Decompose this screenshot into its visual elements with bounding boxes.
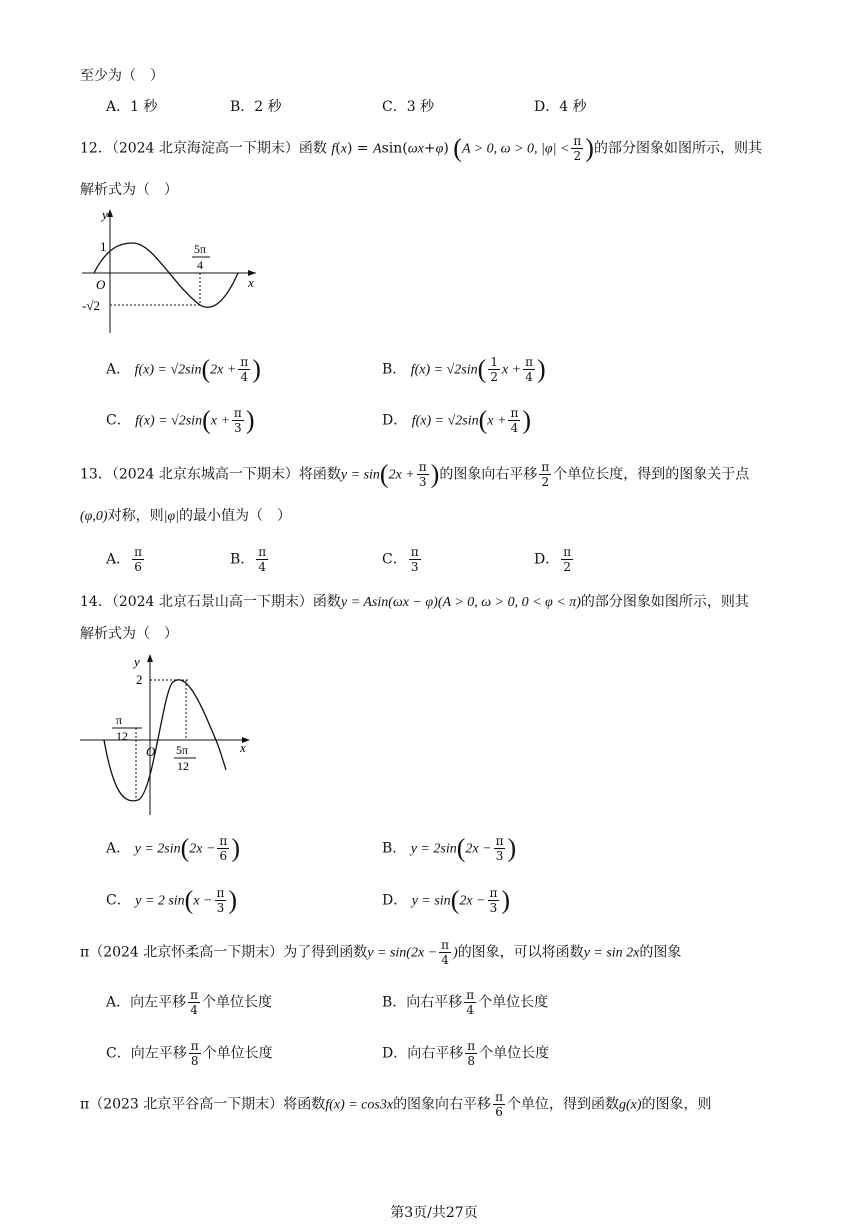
q14-option-d: D． y = sin(2x − $\frac{\pi}{3}$ ) (382, 885, 511, 915)
q14-pos-den: 12 (177, 759, 189, 773)
q15-option-b: B．向右平移 $\frac{\pi}{4}$ 个单位长度 (382, 988, 549, 1017)
q14-tick-2: 2 (136, 672, 143, 687)
q12-tick-1: 1 (100, 239, 107, 254)
q13-option-c: C． $\frac{\pi}{3}$ (382, 545, 419, 574)
q12-option-c: C． f(x) = √2sin(x + $\frac{\pi}{3}$ ) (106, 405, 255, 435)
q14-neg-num: π (116, 713, 123, 727)
q14-option-a: A． y = 2sin(2x − $\frac{\pi}{6}$ ) (106, 833, 240, 863)
q15-stem: π（2024 北京怀柔高一下期末）为了得到函数y = sin(2x − $\frac{\pi}{4}$ )的图象，可以将函数y = sin 2x的图象 (80, 938, 682, 967)
q12-option-a: A． f(x) = √2sin(2x + $\frac{\pi}{4}$ ) (106, 354, 261, 384)
q14-stem: 14．（2024 北京石景山高一下期末）函数y = Asin(ωx − φ)(A > 0, ω > 0, 0 < φ < π)的部分图象如图所示，则其 (80, 594, 749, 610)
q11-stem-tail: 至少为（ ） (80, 68, 164, 84)
q12-option-b: B． f(x) = √2sin( $\frac{1}{2}$ x + $\frac{\pi}{4}$ ) (382, 354, 546, 384)
q13-stem: 13．（2024 北京东城高一下期末）将函数y = sin(2x + $\frac{\pi}{3}$ )的图象向右平移 $\frac{\pi}{2}$ 个单位长度，得到的图象关于点 (80, 459, 750, 489)
page-footer: 第3页/共27页 (390, 1205, 478, 1221)
q14-neg-den: 12 (116, 729, 128, 743)
q15-option-a: A．向左平移 $\frac{\pi}{4}$ 个单位长度 (106, 988, 273, 1017)
q14-stem-line2: 解析式为（ ） (80, 626, 178, 642)
q11-option-a: A．1 秒 (106, 99, 158, 115)
q15-option-c: C．向左平移 $\frac{\pi}{8}$ 个单位长度 (106, 1039, 273, 1068)
q16-stem: π（2023 北京平谷高一下期末）将函数f(x) = cos3x的图象向右平移 $\frac{\pi}{6}$ 个单位，得到函数g(x)的图象，则 (80, 1090, 712, 1119)
q13-option-b: B． $\frac{\pi}{4}$ (230, 545, 267, 574)
q14-option-b: B． y = 2sin(2x − $\frac{\pi}{3}$ ) (382, 833, 517, 863)
q12-stem: 12．（2024 北京海淀高一下期末）函数 f(x) = Asin(ωx+φ) (A > 0, ω > 0, |φ| < $\frac{\pi}{2}$ )的部分图象如图所示，则其 (80, 133, 762, 163)
q14-pos-num: 5π (176, 743, 189, 757)
q12-y-label: y (102, 207, 108, 222)
q12-option-d: D． f(x) = √2sin(x + $\frac{\pi}{4}$ ) (382, 405, 531, 435)
q12-frac-num: 5π (194, 242, 207, 256)
q12-origin: O (96, 277, 106, 292)
q14-origin: O (146, 744, 156, 759)
q14-option-c: C． y = 2 sin(x − $\frac{\pi}{3}$ ) (106, 885, 238, 915)
q13-stem-line2: (φ,0)对称，则|φ|的最小值为（ ） (80, 508, 292, 524)
q12-stem-line2: 解析式为（ ） (80, 182, 178, 198)
q12-x-label: x (248, 275, 254, 290)
q15-option-d: D．向右平移 $\frac{\pi}{8}$ 个单位长度 (382, 1039, 550, 1068)
q14-x-label: x (240, 740, 246, 755)
q11-option-d: D．4 秒 (534, 99, 587, 115)
q11-option-c: C．3 秒 (382, 99, 435, 115)
q14-y-label: y (134, 654, 140, 669)
q12-graph (78, 205, 268, 340)
q11-option-b: B．2 秒 (230, 99, 282, 115)
q13-option-a: A． $\frac{\pi}{6}$ (106, 545, 143, 574)
q12-tick-neg: -√2 (82, 298, 100, 313)
q14-graph (78, 650, 258, 820)
q13-option-d: D． $\frac{\pi}{2}$ (534, 545, 572, 574)
q12-frac-den: 4 (197, 258, 203, 272)
